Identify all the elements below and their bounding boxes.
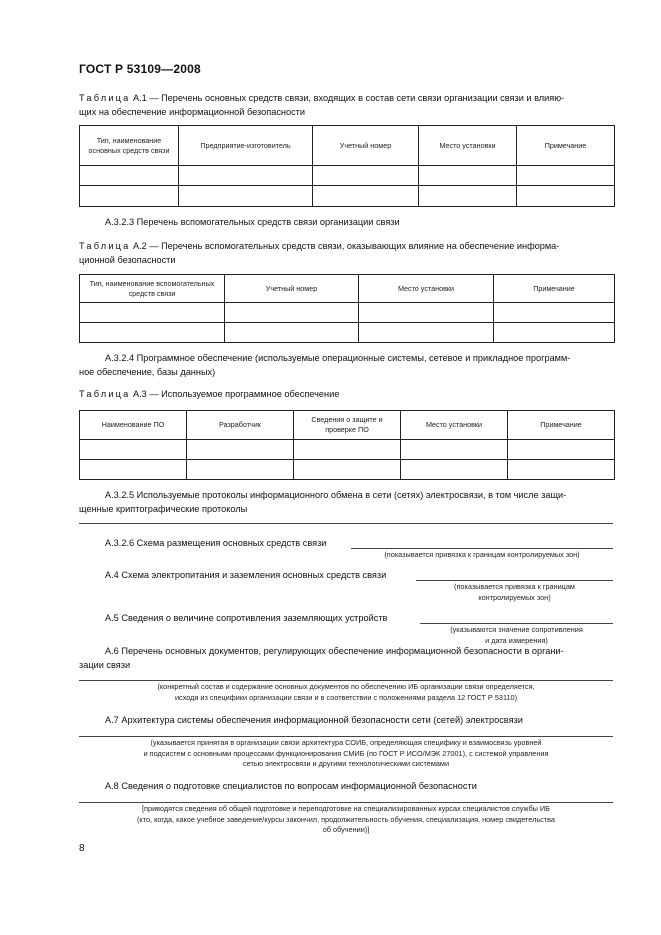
section-text: А.3.2.4 Программное обеспечение (используемые операционные системы, сетевое и прикладное программ-: [105, 353, 571, 363]
table-cell[interactable]: [359, 303, 494, 323]
table-cell[interactable]: [401, 460, 508, 480]
section-a5: А.5 Сведения о величине сопротивления заземляющих устройств: [105, 613, 388, 623]
note-line: об обучении)]: [322, 825, 370, 834]
table-row: [80, 323, 615, 343]
fill-line[interactable]: [79, 802, 613, 803]
table-label: Таблица: [79, 389, 131, 399]
table-cell[interactable]: [419, 186, 517, 207]
section-text: ное обеспечение, базы данных): [79, 366, 216, 377]
table-cell[interactable]: [225, 323, 359, 343]
column-header: Учетный номер: [225, 275, 359, 303]
table-cell[interactable]: [494, 323, 615, 343]
column-header: Примечание: [517, 126, 615, 166]
note-line: (показывается привязка к границам: [454, 582, 575, 591]
table-header-row: [80, 411, 615, 440]
section-text: А.6 Перечень основных документов, регулирующих обеспечение информационной безопасности в органи-: [105, 646, 564, 656]
table-a2-caption: [79, 240, 619, 267]
table-row: [80, 440, 615, 460]
table-label: Таблица: [79, 93, 131, 103]
section-text: щенные криптографические протоколы: [79, 503, 248, 514]
column-header: Наименование ПО: [80, 411, 187, 440]
note-line: исходя из специфики организации связи и в соответствии с положениями раздела 12 ГОСТ Р 53110): [174, 692, 518, 702]
table-cell[interactable]: [80, 460, 187, 480]
field-note: [79, 682, 613, 703]
fill-line[interactable]: [79, 736, 613, 737]
table-cell[interactable]: [187, 440, 294, 460]
table-a3-caption: [79, 388, 339, 402]
column-header: Примечание: [508, 411, 615, 440]
table-cell[interactable]: [517, 166, 615, 186]
table-cell[interactable]: [225, 303, 359, 323]
page-number: 8: [79, 843, 85, 854]
table-row: [80, 460, 615, 480]
caption-text: А.2 — Перечень вспомогательных средств связи, оказывающих влияние на обеспечение информа-: [133, 241, 560, 251]
table-cell[interactable]: [179, 186, 313, 207]
table-header-row: [80, 275, 615, 303]
fill-line[interactable]: [416, 580, 613, 581]
note-line: (кто, когда, какое учебное заведение/курсы закончил, продолжительность обучения, специализация, номер свидетельства: [137, 814, 555, 824]
caption-text: А.1 — Перечень основных средств связи, входящих в состав сети связи организации связи и влияю-: [133, 93, 565, 103]
section-a6: [79, 645, 619, 672]
table-header-row: [80, 126, 615, 166]
table-cell[interactable]: [294, 440, 401, 460]
section-a324: [79, 352, 619, 379]
note-line: (указываются значение сопротивления: [450, 625, 583, 634]
field-note: [416, 582, 613, 603]
table-cell[interactable]: [508, 440, 615, 460]
table-cell[interactable]: [187, 460, 294, 480]
table-cell[interactable]: [313, 166, 419, 186]
column-header: Тип, наименование основных средств связи: [80, 126, 179, 166]
column-header: Учетный номер: [313, 126, 419, 166]
note-line: [приводятся сведения об общей подготовке и переподготовке на специализированных курсах специалистов службы ИБ: [142, 804, 550, 813]
table-cell[interactable]: [80, 166, 179, 186]
table-cell[interactable]: [80, 186, 179, 207]
fill-line[interactable]: [79, 680, 613, 681]
field-note: [79, 804, 613, 836]
table-cell[interactable]: [401, 440, 508, 460]
table-a1-caption: [79, 92, 619, 119]
column-header: Предприятие-изготовитель: [179, 126, 313, 166]
table-cell[interactable]: [517, 186, 615, 207]
table-cell[interactable]: [313, 186, 419, 207]
table-row: [80, 303, 615, 323]
table-cell[interactable]: [419, 166, 517, 186]
field-note: [79, 738, 613, 770]
note-line: и дата измерения): [485, 635, 548, 645]
section-a326: А.3.2.6 Схема размещения основных средств связи: [105, 538, 327, 548]
table-a3: [79, 410, 615, 480]
section-text: А.3.2.5 Используемые протоколы информационного обмена в сети (сетях) электросвязи, в том числе защи-: [105, 490, 567, 500]
field-note: (показывается привязка к границам контролируемых зон): [384, 550, 580, 559]
section-a4: А.4 Схема электропитания и заземления основных средств связи: [105, 570, 387, 580]
table-cell[interactable]: [359, 323, 494, 343]
column-header: Сведения о защите и проверке ПО: [294, 411, 401, 440]
section-a7: А.7 Архитектура системы обеспечения информационной безопасности сети (сетей) электросвязи: [105, 715, 523, 725]
section-text: зации связи: [79, 659, 131, 670]
fill-line[interactable]: [420, 623, 613, 624]
table-cell[interactable]: [494, 303, 615, 323]
note-line: и подсистем с основными процессами функционирования СМИБ (по ГОСТ Р ИСО/МЭК 27001), с системой управления: [143, 748, 549, 758]
table-cell[interactable]: [80, 440, 187, 460]
note-line: контролируемых зон): [478, 592, 551, 602]
section-a323: А.3.2.3 Перечень вспомогательных средств связи организации связи: [105, 217, 400, 227]
note-line: (указывается принятая в организации связи архитектура СОИБ, определяющая специфику и взаимосвязь уровней: [150, 738, 542, 747]
column-header: Разработчик: [187, 411, 294, 440]
column-header: Примечание: [494, 275, 615, 303]
section-a325: [79, 489, 619, 516]
section-a8: А.8 Сведения о подготовке специалистов по вопросам информационной безопасности: [105, 781, 477, 791]
table-cell[interactable]: [80, 303, 225, 323]
standard-header: ГОСТ Р 53109—2008: [79, 62, 201, 76]
table-label: Таблица: [79, 241, 131, 251]
column-header: Место установки: [359, 275, 494, 303]
table-cell[interactable]: [179, 166, 313, 186]
table-a2: [79, 274, 615, 343]
caption-text: А.3 — Используемое программное обеспечение: [133, 389, 340, 399]
table-cell[interactable]: [294, 460, 401, 480]
caption-text: ционной безопасности: [79, 254, 176, 265]
caption-text: щих на обеспечение информационной безопасности: [79, 106, 306, 117]
note-line: (конкретный состав и содержание основных документов по обеспечению ИБ организации связи определяется,: [157, 682, 535, 691]
table-cell[interactable]: [508, 460, 615, 480]
fill-line[interactable]: [79, 523, 613, 524]
table-row: [80, 166, 615, 186]
note-line: сетью электросвязи и другими технологическими системами: [242, 759, 450, 768]
column-header: Тип, наименование вспомогательных средств связи: [80, 275, 225, 303]
table-cell[interactable]: [80, 323, 225, 343]
table-row: [80, 186, 615, 207]
table-a1: [79, 125, 615, 207]
column-header: Место установки: [419, 126, 517, 166]
field-note: [420, 625, 613, 646]
column-header: Место установки: [401, 411, 508, 440]
fill-line[interactable]: [351, 548, 613, 549]
